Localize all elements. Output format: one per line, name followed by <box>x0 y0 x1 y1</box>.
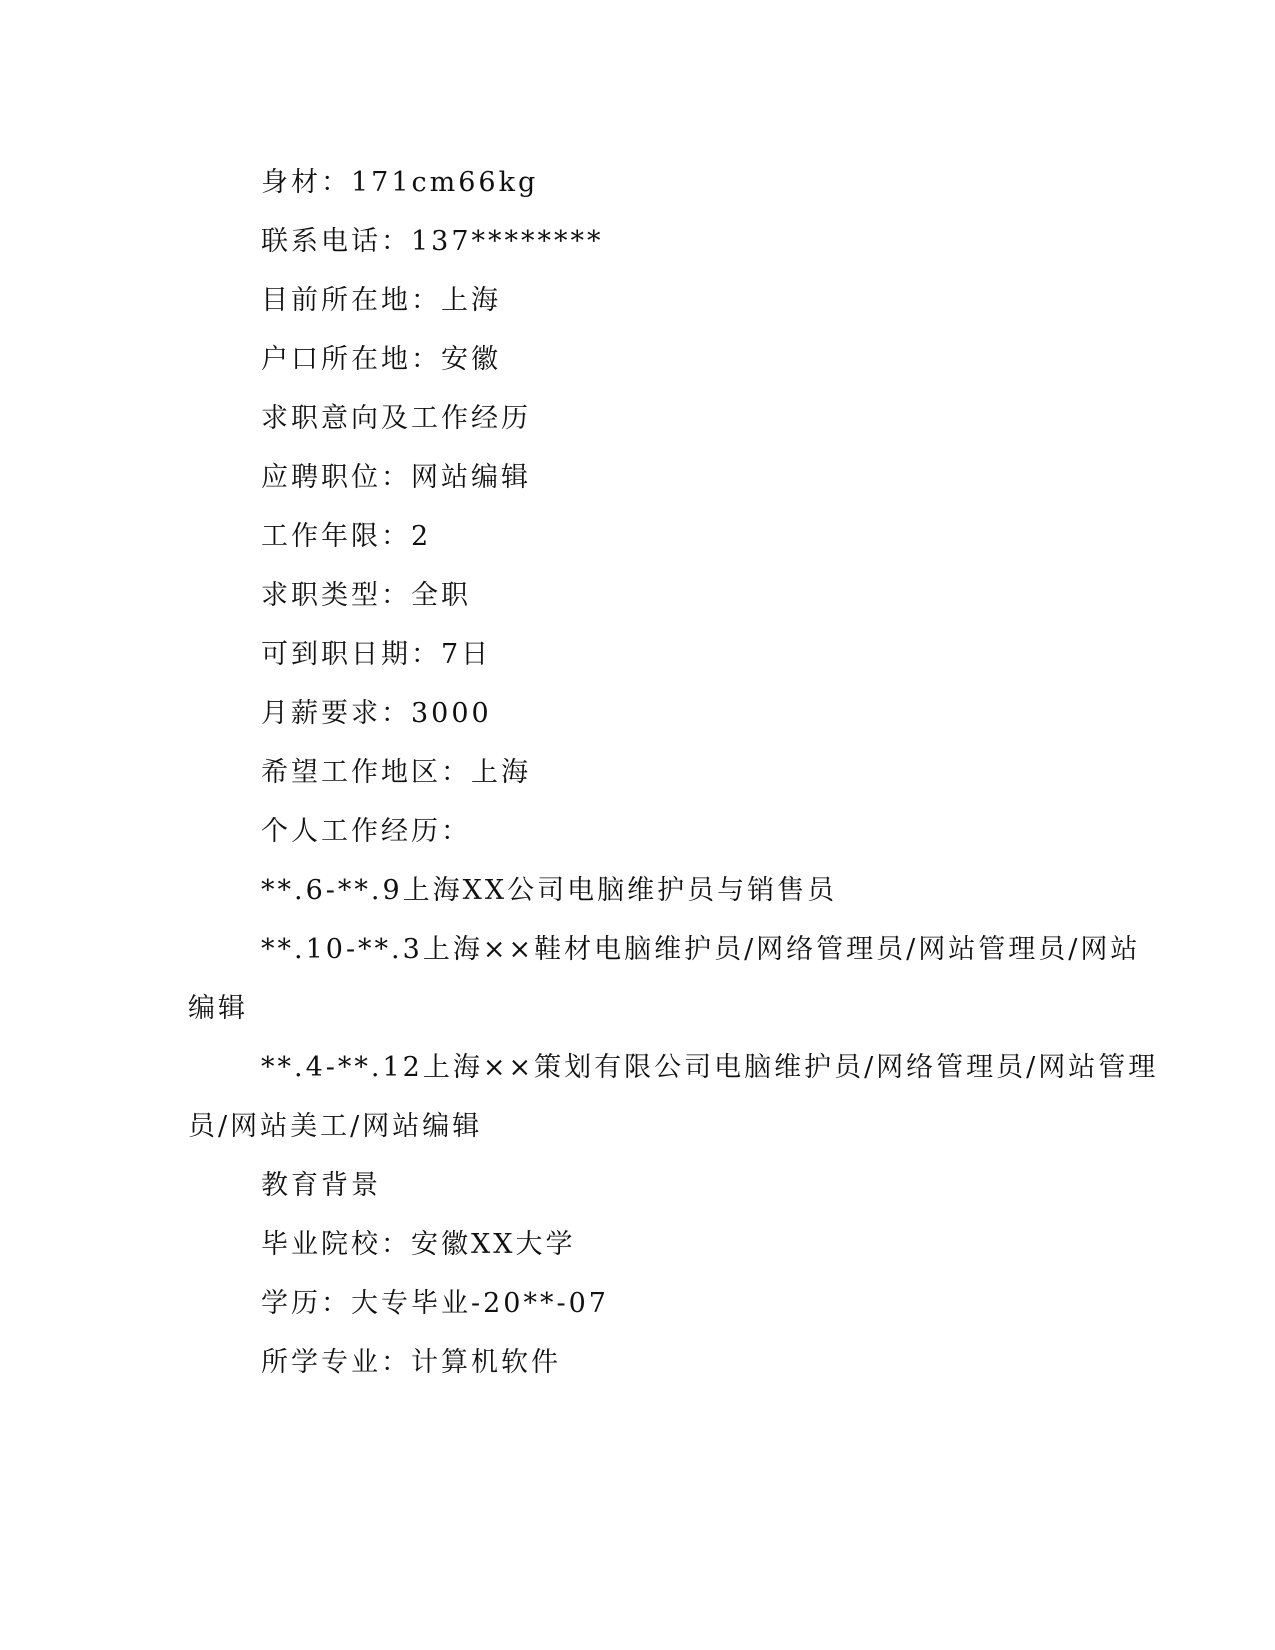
body-line-work-area: 希望工作地区：上海 <box>261 757 531 788</box>
body-line-phone: 联系电话：137******** <box>261 226 604 257</box>
body-line-work-years: 工作年限：2 <box>261 521 432 552</box>
section-heading-work-history: 个人工作经历： <box>261 816 471 847</box>
work-history-entry: **.6-**.9上海XX公司电脑维护员与销售员 <box>261 875 838 906</box>
body-line-start-date: 可到职日期：7日 <box>261 639 492 670</box>
body-line-job-type: 求职类型：全职 <box>261 580 471 611</box>
body-line-current-location: 目前所在地：上海 <box>261 285 501 316</box>
work-history-entry-continuation: 编辑 <box>188 993 248 1024</box>
work-history-entry: **.10-**.3上海××鞋材电脑维护员/网络管理员/网站管理员/网站 <box>261 934 1141 965</box>
body-line-household-location: 户口所在地：安徽 <box>261 344 501 375</box>
section-heading-education: 教育背景 <box>261 1170 381 1201</box>
body-line-salary: 月薪要求：3000 <box>261 698 492 729</box>
work-history-entry: **.4-**.12上海××策划有限公司电脑维护员/网络管理员/网站管理 <box>261 1052 1159 1083</box>
body-line-major: 所学专业：计算机软件 <box>261 1347 561 1378</box>
resume-body <box>188 160 1159 1399</box>
body-line-degree: 学历：大专毕业-20**-07 <box>261 1288 609 1319</box>
work-history-entry-continuation: 员/网站美工/网站编辑 <box>188 1111 483 1142</box>
body-line-position: 应聘职位：网站编辑 <box>261 462 531 493</box>
body-line-height-weight: 身材：171cm66kg <box>261 167 539 198</box>
body-line-school: 毕业院校：安徽XX大学 <box>261 1229 576 1260</box>
section-heading-job-intention: 求职意向及工作经历 <box>261 403 531 434</box>
